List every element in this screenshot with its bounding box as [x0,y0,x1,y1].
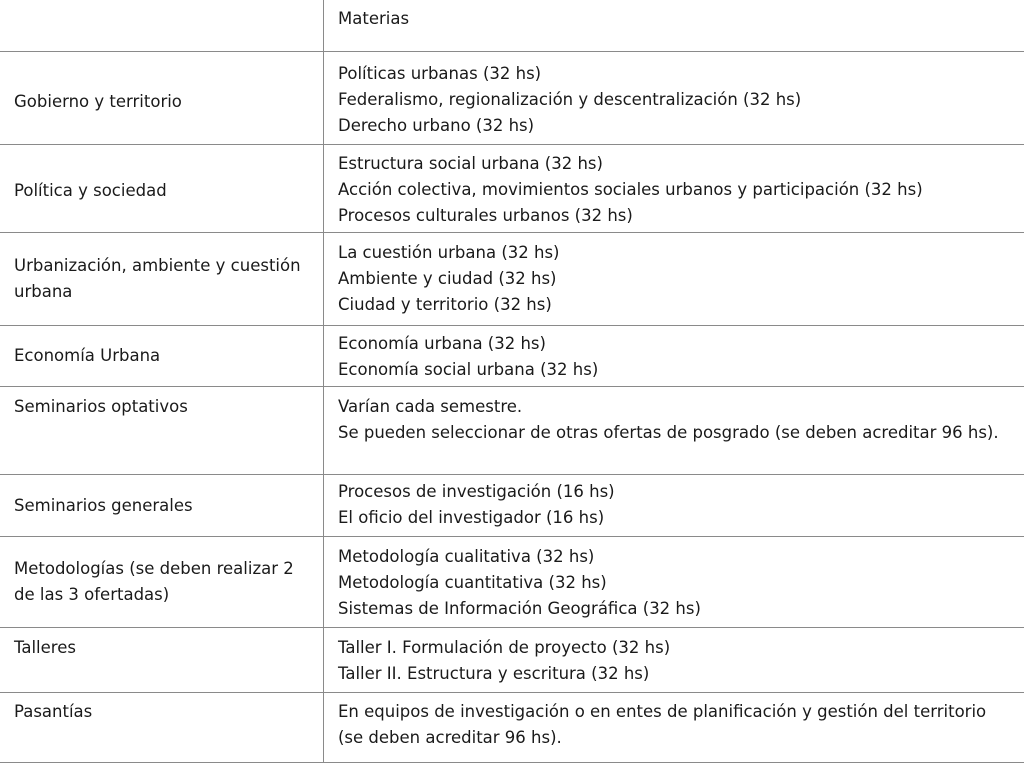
materias-cell [324,52,1024,144]
materia-item: Estructura social urbana (32 hs) [338,154,603,173]
materia-item: Derecho urbano (32 hs) [338,116,535,135]
table-row [0,145,1024,233]
materia-item: Ambiente y ciudad (32 hs) [338,269,557,288]
materia-item: Metodología cualitativa (32 hs) [338,547,595,566]
materia-item: Políticas urbanas (32 hs) [338,64,542,83]
header-materias-label: Materias [338,9,410,28]
materia-item: Varían cada semestre. [338,397,523,416]
materia-item: La cuestión urbana (32 hs) [338,243,560,262]
materia-item: Taller I. Formulación de proyecto (32 hs) [338,638,671,657]
materia-item: Federalismo, regionalización y descentralización (32 hs) [338,90,802,109]
table-row [0,693,1024,763]
materias-cell [324,537,1024,627]
materias-cell [324,326,1024,386]
materias-cell [324,693,1024,762]
materias-cell [324,628,1024,692]
area-cell: Urbanización, ambiente y cuestión urbana [0,233,324,325]
table-header-row [0,0,1024,52]
materias-cell [324,145,1024,232]
materia-item: Economía urbana (32 hs) [338,334,546,353]
area-cell: Metodologías (se deben realizar 2 de las 3 ofertadas) [0,537,324,627]
area-cell: Economía Urbana [0,326,324,386]
table-row [0,52,1024,145]
header-cell-area [0,0,324,51]
table-row [0,326,1024,387]
table-row [0,233,1024,326]
materias-cell [324,475,1024,536]
materia-item: Metodología cuantitativa (32 hs) [338,573,607,592]
materia-item: Se pueden seleccionar de otras ofertas de posgrado (se deben acreditar 96 hs). [338,423,999,442]
materia-item: Economía social urbana (32 hs) [338,360,599,379]
area-cell: Seminarios generales [0,475,324,536]
materia-item: Procesos culturales urbanos (32 hs) [338,206,633,225]
area-cell: Política y sociedad [0,145,324,232]
area-cell: Seminarios optativos [0,387,324,474]
area-cell: Gobierno y territorio [0,52,324,144]
materia-item: Acción colectiva, movimientos sociales urbanos y participación (32 hs) [338,180,923,199]
materia-item: Taller II. Estructura y escritura (32 hs) [338,664,650,683]
materias-cell [324,387,1024,474]
materia-item: Procesos de investigación (16 hs) [338,482,615,501]
table-row [0,475,1024,537]
area-cell: Talleres [0,628,324,692]
materia-item: En equipos de investigación o en entes de planificación y gestión del territorio (se deben acreditar 96 hs). [338,702,987,747]
materia-item: El oficio del investigador (16 hs) [338,508,605,527]
materia-item: Ciudad y territorio (32 hs) [338,295,552,314]
table-row [0,628,1024,693]
header-cell-materias [324,0,1024,51]
materia-item: Sistemas de Información Geográfica (32 hs) [338,599,701,618]
materias-cell [324,233,1024,325]
area-cell: Pasantías [0,693,324,762]
table-row [0,387,1024,475]
table-row [0,537,1024,628]
